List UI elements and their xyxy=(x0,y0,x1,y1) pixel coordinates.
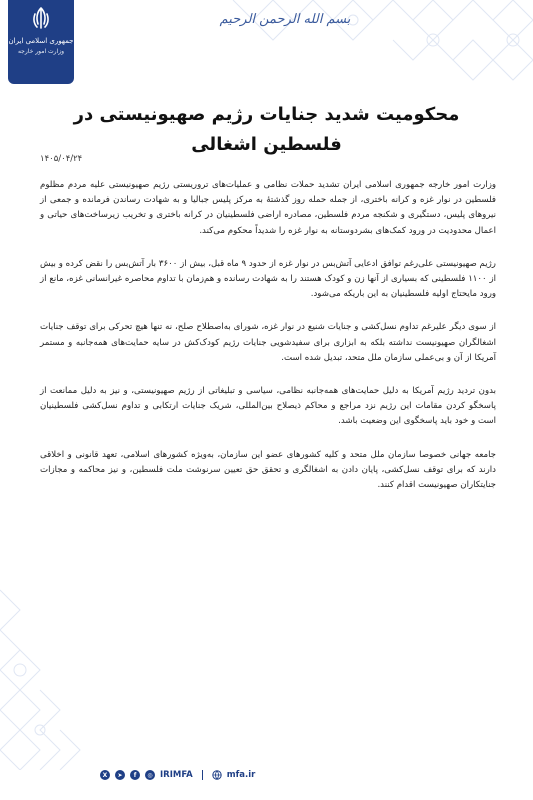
facebook-icon[interactable]: f xyxy=(130,770,140,780)
x-icon[interactable]: X xyxy=(100,770,110,780)
badge-ministry: وزارت امور خارجه xyxy=(17,48,65,55)
telegram-icon[interactable]: ➤ xyxy=(115,770,125,780)
ministry-badge xyxy=(8,0,74,84)
social-handle[interactable]: IRIMFA xyxy=(160,770,193,780)
document-date: ۱۴۰۵/۰۴/۲۴ xyxy=(40,154,83,164)
paragraph-3: از سوی دیگر علیرغم تداوم نسل‌کشی و جنایات شنیع در نوار غزه، شورای به‌اصطلاح صلح، نه تنها هیچ تحرکی برای توقف جنایات اشغالگران صهیونیست نداشته بلکه به ابزاری برای سفیدشویی جنایات رژیم کودک‌کش در سایه حمایت‌های همه‌جانبه و مستمر آمریکا از آن و بی‌عملی سازمان ملل متحد، تبدیل شده است. xyxy=(40,322,496,363)
document-body xyxy=(40,178,496,511)
globe-icon xyxy=(212,770,222,780)
paragraph-2: رژیم صهیونیستی علی‌رغم توافق ادعایی آتش‌بس در نوار غزه از حدود ۹ ماه قبل، بیش از ۳۶۰۰ بار آتش‌بس را نقض کرده و بیش از ۱۱۰۰ فلسطینی که بسیاری از آنها زن و کودک هستند را به شهادت رسانده و هم‌زمان با تداوم محاصره غیرانسانی غزه، مانع از ورود مایحتاج اولیه فلسطینیان به این باریکه می‌شود. xyxy=(40,258,496,300)
paragraph-1: وزارت امور خارجه جمهوری اسلامی ایران تشدید حملات نظامی و عملیات‌های تروریستی رژیم صهیونیستی علیه مردم مظلوم فلسطین در نوار غزه و کرانه باختری، از جمله حمله روز گذشتهٔ به مرکز پلیس جبالیا و به شهادت رساندن فرمانده و جمعی از نیروهای پلیس، دستگیری و شکنجه مردم فلسطین، مصادره اراضی فلسطینیان در کرانه باختری و تخریب زیرساخت‌های حیاتی و اعمال محدودیت در ورود کمک‌های بشردوستانه به نوار غزه را شدیداً محکوم می‌کند. xyxy=(40,180,496,236)
paragraph-4: بدون تردید رژیم آمریکا به دلیل حمایت‌های همه‌جانبه نظامی، سیاسی و تبلیغاتی از رژیم صهیونیستی، و نیز به دلیل ممانعت از پاسخگو کردن مقامات این رژیم نزد مراجع و محاکم ذیصلاح بین‌المللی، شریک جنایات ارتکابی و تداوم نسل‌کشی فلسطینیان است و خود باید پاسخگوی این وضعیت باشد. xyxy=(40,386,496,427)
website-link[interactable]: mfa.ir xyxy=(226,770,256,780)
paragraph-5: جامعه جهانی خصوصا سازمان ملل متحد و کلیه کشورهای عضو این سازمان، به‌ویژه کشورهای اسلامی، تعهد قانونی و اخلاقی دارند که برای توقف نسل‌کشی، پایان دادن به اشغالگری و تحقق حق تعیین سرنوشت ملت فلسطین، و نیز محاکمه و مجازات جنایتکاران صهیونیست اقدام کنند. xyxy=(40,449,496,491)
instagram-icon[interactable]: ◎ xyxy=(145,770,155,780)
document-title: محکومیت شدید جنایات رژیم صهیونیستی در فلسطین اشغالی xyxy=(73,104,460,155)
bottom-left-pattern xyxy=(0,570,110,770)
emblem-icon xyxy=(28,6,54,32)
badge-country: جمهوری اسلامی ایران xyxy=(8,37,74,45)
footer-divider xyxy=(202,770,203,780)
bismillah-calligraphy: بسم الله الرحمن الرحیم xyxy=(219,12,351,27)
footer-social xyxy=(100,770,420,780)
